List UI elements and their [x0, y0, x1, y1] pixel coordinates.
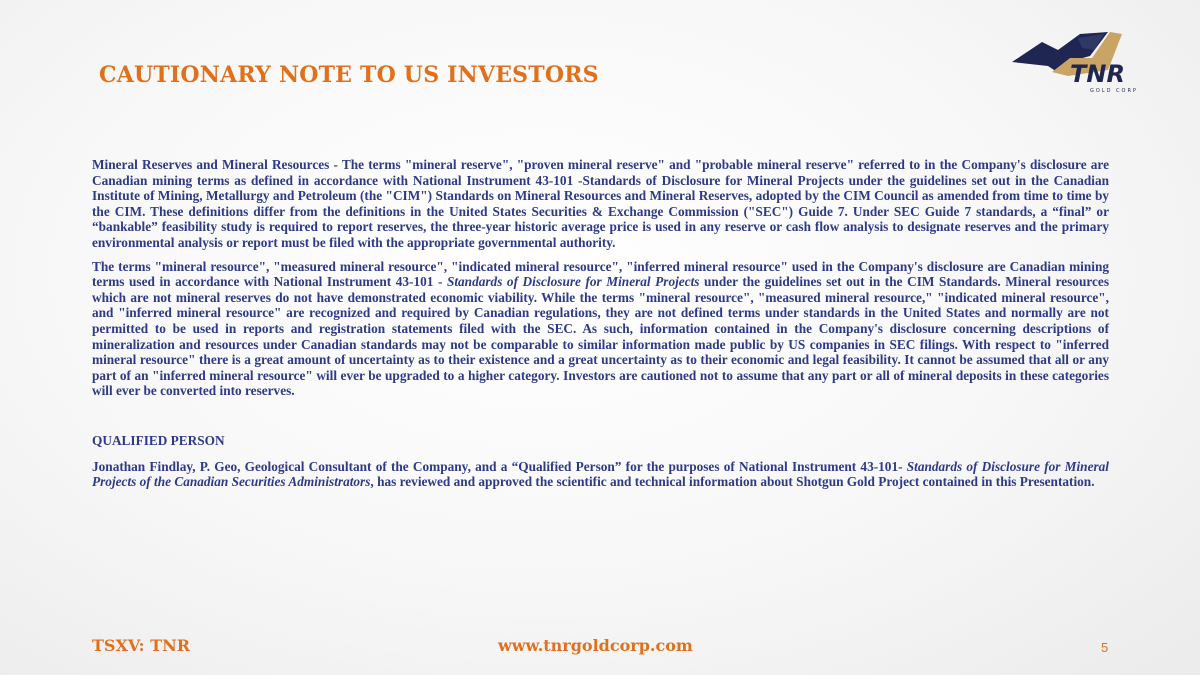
paragraph2-italic: Standards of Disclosure for Mineral Projects	[446, 274, 700, 290]
paragraph2-text-2: under the guidelines set out in the CIM Standards. Mineral resources which are not mineral reserves do not have demonstrated economic viability. While the terms "mineral resource", "measured mineral resource," "indicated mineral resource", and "inferred mineral resource" are recognized and required by Canadian regulations, they are not defined terms under standards in the United States and normally are not permitted to be used in reports and registration statements filed with the SEC. As such, information contained in the Company's disclosure concerning descriptions of mineralization and resources under Canadian standards may not be comparable to similar information made public by US companies in SEC filings. With respect to "inferred mineral resource" there is a great amount of uncertainty as to their existence and a great uncertainty as to their economic and legal feasibility. It cannot be assumed that all or any part of an "inferred mineral resource" will ever be upgraded to a higher category. Investors are cautioned not to assume that any part or all of mineral deposits in these categories will ever be converted into reserves.	[92, 274, 1109, 399]
qp-text-1: Jonathan Findlay, P. Geo, Geological Consultant of the Company, and a “Qualified Person” for the purposes of National Instrument 43-101-	[92, 458, 907, 474]
qp-italic: Standards of Disclosure for Mineral Projects of the Canadian Securities Administrators	[92, 458, 1109, 490]
mineral-reserves-paragraph: Mineral Reserves and Mineral Resources - The terms "mineral reserve", "proven mineral reserve" and "probable mineral reserve" referred to in the Company's disclosure are Canadian mining terms as defined in accordance with National Instrument 43-101 -Standards of Disclosure for Mineral Projects under the guidelines set out in the Canadian Institute of Mining, Metallurgy and Petroleum (the "CIM") Standards on Mineral Resources and Mineral Reserves, adopted by the CIM Council as amended from time to time by the CIM. These definitions differ from the definitions in the United States Securities & Exchange Commission ("SEC") Guide 7. Under SEC Guide 7 standards, a “final” or “bankable” feasibility study is required to report reserves, the three-year historic average price is used in any reserve or cash flow analysis to designate reserves and the primary environmental analysis or report must be filed with the appropriate governmental authority.	[92, 157, 1109, 250]
disclosure-body	[92, 157, 1109, 498]
footer-ticker: TSXV: TNR	[92, 636, 190, 655]
footer-website-link[interactable]: www.tnrgoldcorp.com	[498, 636, 693, 655]
qualified-person-paragraph	[92, 459, 1109, 490]
slide-title: CAUTIONARY NOTE TO US INVESTORS	[99, 62, 599, 88]
paragraph2-text-1: The terms "mineral resource", "measured mineral resource", "indicated mineral resource", "inferred mineral resource" used in the Company's disclosure are Canadian mining terms used in accordance with National Instrument 43-101 -	[92, 258, 1109, 290]
page-number: 5	[1101, 640, 1109, 655]
qp-text-2: , has reviewed and approved the scientific and technical information about Shotgun Gold Project contained in this Presentation.	[370, 474, 1095, 490]
mountain-logo-icon	[1008, 28, 1138, 96]
mineral-resources-paragraph	[92, 259, 1109, 399]
company-logo	[1008, 28, 1138, 96]
logo-subtext: GOLD CORP	[1090, 88, 1138, 94]
qualified-person-heading: QUALIFIED PERSON	[92, 432, 225, 448]
logo-text: TNR	[1070, 60, 1125, 88]
